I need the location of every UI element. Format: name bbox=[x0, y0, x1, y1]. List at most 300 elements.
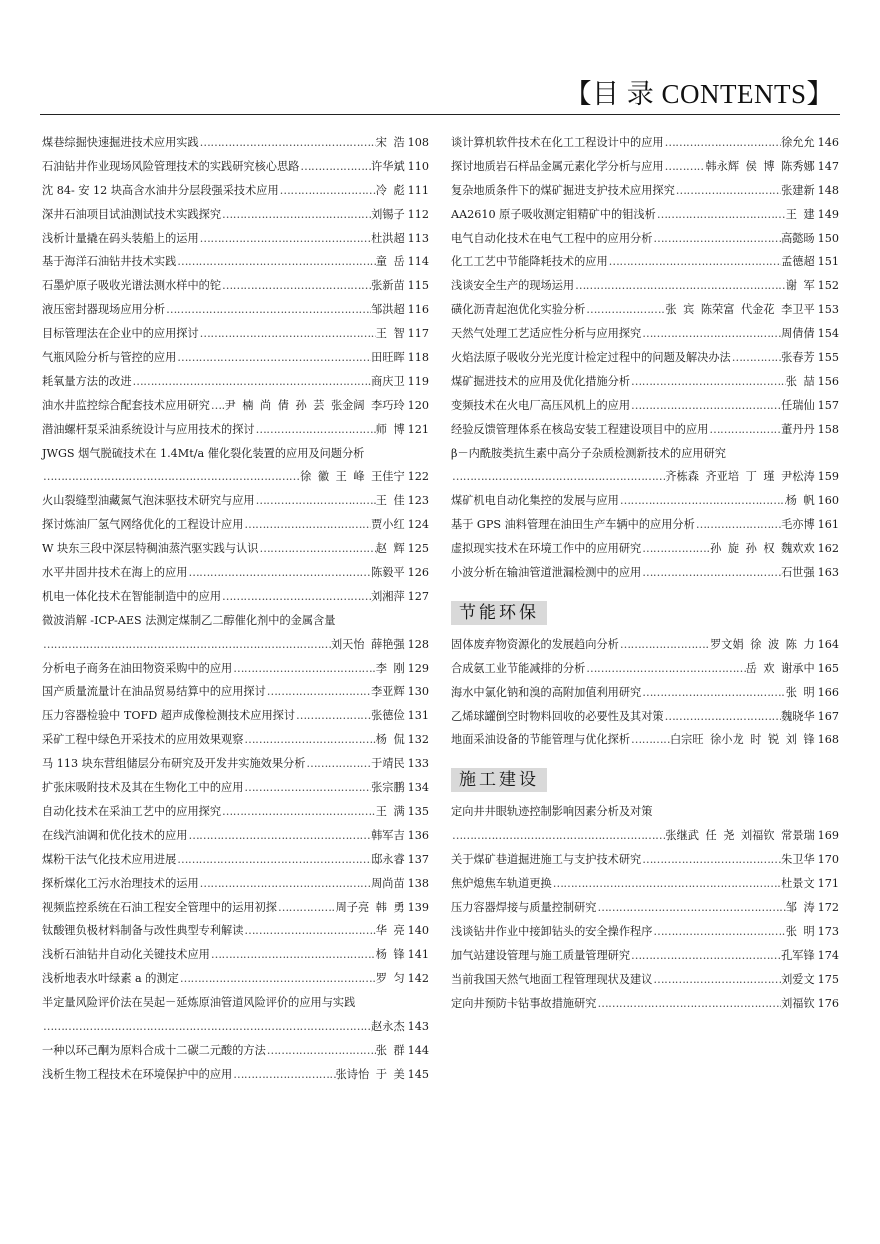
entry-title: 煤巷综掘快速掘进技术应用实践 bbox=[42, 136, 199, 149]
entry-page: 135 bbox=[407, 804, 429, 818]
entry-page: 143 bbox=[407, 1019, 429, 1033]
entry-page: 150 bbox=[817, 231, 839, 245]
entry-authors: 毛亦博 bbox=[781, 518, 815, 532]
entry-authors: 贾小红 bbox=[371, 518, 405, 532]
toc-entry[interactable] bbox=[42, 155, 429, 179]
entry-page: 129 bbox=[407, 661, 429, 675]
entry-authors: 田旺晖 bbox=[371, 351, 405, 365]
leader-dots bbox=[42, 633, 331, 657]
entry-title: 焦炉熄焦车轨道更换 bbox=[451, 877, 552, 891]
entry-title: 气瓶风险分析与管控的应用 bbox=[42, 351, 177, 365]
entry-page: 118 bbox=[407, 351, 429, 365]
entry-title: 一种以环己酮为原料合成十二碳二元酸的方法 bbox=[42, 1043, 266, 1057]
entry-title: AA2610 原子吸收测定钼精矿中的钼浅析 bbox=[451, 207, 656, 221]
leader-dots bbox=[221, 585, 371, 609]
entry-page: 128 bbox=[407, 637, 429, 651]
toc-entry[interactable] bbox=[42, 1063, 429, 1087]
entry-authors: 邹 涛 bbox=[785, 900, 815, 914]
leader-dots bbox=[279, 179, 376, 203]
toc-entry[interactable] bbox=[42, 394, 429, 418]
entry-page: 114 bbox=[407, 255, 429, 269]
toc-entry[interactable] bbox=[42, 537, 429, 561]
toc-entry[interactable] bbox=[42, 919, 429, 943]
leader-dots bbox=[305, 752, 371, 776]
leader-dots bbox=[221, 800, 376, 824]
leader-dots bbox=[641, 322, 781, 346]
toc-entry[interactable] bbox=[42, 704, 429, 728]
entry-page: 147 bbox=[817, 159, 839, 173]
entry-page: 140 bbox=[407, 924, 429, 938]
entry-authors: 张建新 bbox=[781, 183, 815, 197]
toc-entry[interactable] bbox=[451, 227, 839, 251]
leader-dots bbox=[42, 465, 300, 489]
entry-authors: 罗文娟 徐 波 陈 力 bbox=[710, 637, 815, 651]
leader-dots bbox=[199, 227, 371, 251]
leader-dots bbox=[630, 944, 781, 968]
entry-page: 137 bbox=[407, 852, 429, 866]
leader-dots bbox=[258, 537, 375, 561]
entry-title: 经验反馈管理体系在核岛安装工程建设项目中的应用 bbox=[451, 422, 709, 436]
entry-page: 173 bbox=[817, 924, 839, 938]
toc-entry[interactable] bbox=[42, 585, 429, 609]
toc-entry[interactable] bbox=[42, 824, 429, 848]
toc-entry[interactable] bbox=[451, 179, 839, 203]
entry-title: 浅析计量撬在码头装船上的运用 bbox=[42, 231, 199, 245]
entry-authors: 杨 侃 bbox=[375, 733, 405, 747]
entry-authors: 朱卫华 bbox=[781, 853, 815, 867]
entry-title: 谈计算机软件技术在化工工程设计中的应用 bbox=[451, 136, 664, 149]
entry-title: 海水中氯化钠和溴的高附加值利用研究 bbox=[451, 685, 642, 699]
entry-authors: 韩军吉 bbox=[371, 828, 405, 842]
entry-page: 158 bbox=[817, 422, 839, 436]
toc-entry[interactable] bbox=[451, 442, 839, 490]
entry-authors: 韩永辉 侯 博 陈秀娜 bbox=[705, 159, 815, 173]
leader-dots bbox=[266, 680, 371, 704]
toc-entry[interactable] bbox=[451, 681, 839, 705]
toc-entry[interactable] bbox=[42, 370, 429, 394]
entry-title: 视频监控系统在石油工程安全管理中的运用初探 bbox=[42, 900, 277, 914]
leader-dots bbox=[652, 227, 781, 251]
entry-authors: 尹 楠 尚 倩 孙 芸 张金阔 李巧玲 bbox=[224, 398, 405, 412]
leader-dots bbox=[574, 274, 786, 298]
toc-entry[interactable] bbox=[451, 155, 839, 179]
entry-title: 浅析地表水叶绿素 a 的测定 bbox=[42, 972, 179, 986]
entry-page: 167 bbox=[817, 709, 839, 723]
entry-page: 110 bbox=[407, 159, 429, 173]
entry-authors: 孙 旋 孙 权 魏欢欢 bbox=[710, 542, 815, 556]
entry-authors: 岳 欢 谢承中 bbox=[745, 661, 815, 675]
leader-dots bbox=[295, 704, 371, 728]
entry-authors: 石世强 bbox=[781, 566, 815, 580]
entry-authors: 刘湘萍 bbox=[371, 589, 405, 603]
entry-page: 132 bbox=[407, 733, 429, 747]
leader-dots bbox=[641, 537, 710, 561]
toc-entry[interactable] bbox=[42, 1039, 429, 1063]
entry-page: 153 bbox=[817, 303, 839, 317]
leader-dots bbox=[42, 1015, 371, 1039]
entry-page: 169 bbox=[817, 829, 839, 843]
entry-authors: 白宗旺 徐小龙 时 锐 刘 锋 bbox=[669, 733, 815, 747]
toc-entry[interactable] bbox=[42, 752, 429, 776]
entry-page: 162 bbox=[817, 542, 839, 556]
entry-authors: 张诗怡 于 美 bbox=[335, 1067, 405, 1081]
leader-dots bbox=[277, 896, 336, 920]
toc-entry[interactable] bbox=[451, 298, 839, 322]
entry-page: 112 bbox=[407, 207, 429, 221]
entry-authors: 周倩倩 bbox=[781, 327, 815, 341]
leader-dots bbox=[451, 465, 665, 489]
entry-authors: 邸永睿 bbox=[371, 852, 405, 866]
toc-entry[interactable] bbox=[42, 943, 429, 967]
entry-title: 石油钻井作业现场风险管理技术的实践研究核心思路 bbox=[42, 159, 300, 173]
entry-title: 钛酸锂负极材料制备与改性典型专利解读 bbox=[42, 924, 244, 938]
leader-dots bbox=[630, 728, 670, 752]
leader-dots bbox=[243, 919, 375, 943]
toc-entry[interactable] bbox=[42, 776, 429, 800]
toc-entry[interactable] bbox=[451, 370, 839, 394]
leader-dots bbox=[243, 513, 371, 537]
entry-authors: 刘天怡 薛艳强 bbox=[330, 637, 405, 651]
entry-title: 合成氨工业节能减排的分析 bbox=[451, 661, 586, 675]
leader-dots bbox=[232, 657, 376, 681]
toc-entry[interactable] bbox=[42, 991, 429, 1039]
toc-entry[interactable] bbox=[451, 944, 839, 968]
toc-entry[interactable] bbox=[42, 657, 429, 681]
entry-authors: 张新苗 bbox=[371, 279, 405, 293]
entry-authors: 刘爱文 bbox=[781, 972, 815, 986]
entry-authors: 李亚辉 bbox=[371, 685, 405, 699]
entry-authors: 杜景文 bbox=[781, 877, 815, 891]
entry-title: 深井石油项目试油测试技术实践探究 bbox=[42, 207, 222, 221]
entry-page: 161 bbox=[817, 518, 839, 532]
leader-dots bbox=[641, 561, 781, 585]
toc-entry[interactable] bbox=[42, 561, 429, 585]
entry-authors: 李 刚 bbox=[375, 661, 405, 675]
entry-page: 170 bbox=[817, 853, 839, 867]
leader-dots bbox=[199, 872, 371, 896]
entry-title: 定向井井眼轨迹控制影响因素分析及对策 bbox=[451, 805, 653, 819]
entry-authors: 张 喆 bbox=[785, 374, 815, 388]
toc-entry[interactable] bbox=[42, 250, 429, 274]
entry-authors: 周子亮 韩 勇 bbox=[335, 900, 405, 914]
toc-entry[interactable] bbox=[42, 346, 429, 370]
toc-entry[interactable] bbox=[451, 896, 839, 920]
leader-dots bbox=[656, 203, 786, 227]
toc-entry[interactable] bbox=[451, 250, 839, 274]
toc-entry[interactable] bbox=[42, 179, 429, 203]
entry-title: 浅谈钻井作业中接卸钻头的安全操作程序 bbox=[451, 924, 653, 938]
entry-page: 164 bbox=[817, 637, 839, 651]
entry-page: 125 bbox=[407, 542, 429, 556]
entry-title: 沈 84- 安 12 块高含水油井分层段强采技术应用 bbox=[42, 183, 279, 197]
toc-entry[interactable] bbox=[42, 728, 429, 752]
leader-dots bbox=[187, 561, 371, 585]
entry-authors: 邹洪超 bbox=[371, 303, 405, 317]
leader-dots bbox=[299, 155, 371, 179]
toc-entry[interactable] bbox=[42, 442, 429, 490]
leader-dots bbox=[619, 633, 710, 657]
section-heading bbox=[451, 585, 839, 633]
entry-title: 小波分析在输油管道泄漏检测中的应用 bbox=[451, 566, 642, 580]
entry-title: JWGS 烟气脱硫技术在 1.4Mt/a 催化裂化装置的应用及问题分析 bbox=[42, 446, 365, 460]
toc-entry[interactable] bbox=[42, 274, 429, 298]
leader-dots bbox=[255, 489, 376, 513]
toc-entry[interactable] bbox=[451, 848, 839, 872]
entry-authors: 许华斌 bbox=[371, 159, 405, 173]
entry-page: 159 bbox=[817, 470, 839, 484]
toc-entry[interactable] bbox=[42, 967, 429, 991]
entry-page: 156 bbox=[817, 374, 839, 388]
leader-dots bbox=[266, 1039, 376, 1063]
entry-title: 关于煤矿巷道掘进施工与支护技术研究 bbox=[451, 853, 642, 867]
entry-page: 126 bbox=[407, 566, 429, 580]
entry-authors: 张 宾 陈荣富 代金花 李卫平 bbox=[665, 303, 815, 317]
leader-dots bbox=[652, 968, 781, 992]
entry-authors: 杨 锋 bbox=[375, 948, 405, 962]
toc-entry[interactable] bbox=[42, 609, 429, 657]
entry-authors: 杜洪超 bbox=[371, 231, 405, 245]
entry-title: 当前我国天然气地面工程管理现状及建议 bbox=[451, 972, 653, 986]
entry-title: 水平井固井技术在海上的应用 bbox=[42, 566, 188, 580]
entry-page: 176 bbox=[817, 996, 839, 1010]
leader-dots bbox=[176, 250, 375, 274]
toc-entry[interactable] bbox=[451, 418, 839, 442]
entry-title: 基于 GPS 油料管理在油田生产车辆中的应用分析 bbox=[451, 518, 695, 532]
entry-authors: 魏晓华 bbox=[781, 709, 815, 723]
entry-page: 152 bbox=[817, 279, 839, 293]
entry-authors: 于靖民 bbox=[371, 757, 405, 771]
entry-title: 煤粉干法气化技术应用进展 bbox=[42, 852, 177, 866]
toc-entry[interactable] bbox=[42, 848, 429, 872]
toc-entry[interactable] bbox=[42, 800, 429, 824]
leader-dots bbox=[176, 848, 371, 872]
entry-title: β－内酰胺类抗生素中高分子杂质检测新技术的应用研究 bbox=[451, 446, 726, 460]
entry-title: 压力容器检验中 TOFD 超声成像检测技术应用探讨 bbox=[42, 709, 296, 723]
toc-entry[interactable] bbox=[451, 728, 839, 752]
entry-authors: 董丹丹 bbox=[781, 422, 815, 436]
toc-entry[interactable] bbox=[42, 418, 429, 442]
entry-authors: 任瑞仙 bbox=[781, 398, 815, 412]
toc-entry[interactable] bbox=[42, 489, 429, 513]
toc-entry[interactable] bbox=[451, 274, 839, 298]
leader-dots bbox=[585, 298, 665, 322]
toc-entry[interactable] bbox=[451, 203, 839, 227]
toc-entry[interactable] bbox=[42, 227, 429, 251]
entry-title: 浅析生物工程技术在环境保护中的应用 bbox=[42, 1067, 233, 1081]
entry-title: 自动化技术在采油工艺中的应用探究 bbox=[42, 804, 222, 818]
entry-page: 122 bbox=[407, 470, 429, 484]
entry-page: 134 bbox=[407, 781, 429, 795]
entry-title: 化工工艺中节能降耗技术的应用 bbox=[451, 255, 608, 269]
entry-page: 172 bbox=[817, 900, 839, 914]
entry-authors: 张 明 bbox=[785, 685, 815, 699]
toc-entry[interactable] bbox=[451, 800, 839, 848]
entry-page: 166 bbox=[817, 685, 839, 699]
entry-title: 马 113 块东营组储层分布研究及开发井实施效果分析 bbox=[42, 757, 306, 771]
entry-title: 基于海洋石油钻井技术实践 bbox=[42, 255, 177, 269]
entry-title: 压力容器焊接与质量控制研究 bbox=[451, 900, 597, 914]
entry-title: 目标管理法在企业中的应用探讨 bbox=[42, 327, 199, 341]
entry-page: 139 bbox=[407, 900, 429, 914]
entry-authors: 商庆卫 bbox=[371, 374, 405, 388]
entry-authors: 张 明 bbox=[785, 924, 815, 938]
leader-dots bbox=[664, 705, 781, 729]
entry-title: 石墨炉原子吸收光谱法测水样中的铊 bbox=[42, 279, 222, 293]
leader-dots bbox=[243, 776, 371, 800]
leader-dots bbox=[630, 370, 786, 394]
entry-authors: 徐 徽 王 峰 王佳宁 bbox=[300, 470, 405, 484]
entry-page: 155 bbox=[817, 351, 839, 365]
entry-title: 天然气处理工艺适应性分析与应用探究 bbox=[451, 327, 642, 341]
entry-title: 煤矿掘进技术的应用及优化措施分析 bbox=[451, 374, 631, 388]
entry-title: 火山裂缝型油藏氮气泡沫驱技术研究与应用 bbox=[42, 494, 255, 508]
toc-right-column bbox=[451, 131, 839, 1015]
entry-authors: 王 满 bbox=[375, 804, 405, 818]
entry-title: 地面采油设备的节能管理与优化探析 bbox=[451, 733, 631, 747]
toc-entry[interactable] bbox=[42, 513, 429, 537]
entry-title: 探讨炼油厂氢气网络优化的工程设计应用 bbox=[42, 518, 244, 532]
entry-title: 在线汽油调和优化技术的应用 bbox=[42, 828, 188, 842]
entry-title: 油水井监控综合配套技术应用研究 bbox=[42, 398, 210, 412]
entry-title: 乙烯球罐倒空时物料回收的必要性及其对策 bbox=[451, 709, 664, 723]
entry-authors: 王 佳 bbox=[375, 494, 405, 508]
toc-entry[interactable] bbox=[451, 537, 839, 561]
entry-title: 加气站建设管理与施工质量管理研究 bbox=[451, 948, 631, 962]
entry-page: 163 bbox=[817, 566, 839, 580]
entry-authors: 孟德超 bbox=[781, 255, 815, 269]
toc-entry[interactable] bbox=[451, 705, 839, 729]
entry-authors: 张春芳 bbox=[781, 351, 815, 365]
entry-page: 131 bbox=[407, 709, 429, 723]
leader-dots bbox=[585, 657, 745, 681]
toc-entry[interactable] bbox=[42, 896, 429, 920]
entry-authors: 宋 浩 bbox=[375, 136, 405, 149]
entry-title: 煤矿机电自动化集控的发展与应用 bbox=[451, 494, 619, 508]
entry-page: 117 bbox=[407, 327, 429, 341]
leader-dots bbox=[641, 848, 781, 872]
entry-page: 151 bbox=[817, 255, 839, 269]
toc-entry[interactable] bbox=[42, 872, 429, 896]
leader-dots bbox=[210, 943, 376, 967]
toc-entry[interactable] bbox=[42, 203, 429, 227]
leader-dots bbox=[619, 489, 786, 513]
toc-entry[interactable] bbox=[451, 489, 839, 513]
entry-page: 108 bbox=[407, 136, 429, 149]
entry-page: 133 bbox=[407, 757, 429, 771]
leader-dots bbox=[608, 250, 781, 274]
entry-authors: 陈毅平 bbox=[371, 566, 405, 580]
entry-title: 扩张床吸附技术及其在生物化工中的应用 bbox=[42, 781, 244, 795]
entry-authors: 王 智 bbox=[375, 327, 405, 341]
section-title: 节能环保 bbox=[451, 601, 547, 625]
leader-dots bbox=[210, 394, 225, 418]
entry-page: 121 bbox=[407, 422, 429, 436]
entry-page: 124 bbox=[407, 518, 429, 532]
entry-page: 119 bbox=[407, 374, 429, 388]
entry-title: 半定量风险评价法在吴起－延炼原油管道风险评价的应用与实践 bbox=[42, 996, 356, 1010]
toc-entry[interactable] bbox=[42, 131, 429, 155]
entry-page: 146 bbox=[817, 136, 839, 149]
entry-title: 固体废弃物资源化的发展趋向分析 bbox=[451, 637, 619, 651]
entry-title: 机电一体化技术在智能制造中的应用 bbox=[42, 589, 222, 603]
entry-page: 165 bbox=[817, 661, 839, 675]
toc-entry[interactable] bbox=[42, 298, 429, 322]
entry-title: 变频技术在火电厂高压风机上的应用 bbox=[451, 398, 631, 412]
entry-page: 115 bbox=[407, 279, 429, 293]
leader-dots bbox=[641, 681, 786, 705]
entry-title: 磺化沥青起泡优化实验分析 bbox=[451, 303, 586, 317]
leader-dots bbox=[132, 370, 372, 394]
entry-page: 157 bbox=[817, 398, 839, 412]
entry-authors: 赵永杰 bbox=[371, 1019, 405, 1033]
toc-entry[interactable] bbox=[451, 992, 839, 1016]
entry-authors: 张 群 bbox=[375, 1043, 405, 1057]
entry-page: 144 bbox=[407, 1043, 429, 1057]
entry-authors: 华 亮 bbox=[375, 924, 405, 938]
leader-dots bbox=[199, 131, 376, 155]
entry-page: 136 bbox=[407, 828, 429, 842]
entry-page: 130 bbox=[407, 685, 429, 699]
toc-entry[interactable] bbox=[451, 872, 839, 896]
contents-header bbox=[40, 70, 840, 115]
entry-page: 141 bbox=[407, 948, 429, 962]
entry-title: 虚拟现实技术在环境工作中的应用研究 bbox=[451, 542, 642, 556]
entry-authors: 杨 帆 bbox=[785, 494, 815, 508]
leader-dots bbox=[199, 322, 376, 346]
leader-dots bbox=[664, 155, 706, 179]
toc-entry[interactable] bbox=[451, 322, 839, 346]
entry-authors: 张德俭 bbox=[371, 709, 405, 723]
leader-dots bbox=[187, 824, 371, 848]
entry-title: 国产质量流量计在油品贸易结算中的应用探讨 bbox=[42, 685, 266, 699]
entry-authors: 孔军锋 bbox=[781, 948, 815, 962]
entry-title: 潜油螺杆泵采油系统设计与应用技术的探讨 bbox=[42, 422, 255, 436]
toc-entry[interactable] bbox=[451, 513, 839, 537]
entry-title: 采矿工程中绿色开采技术的应用效果观察 bbox=[42, 733, 244, 747]
toc-entry[interactable] bbox=[42, 322, 429, 346]
toc-entry[interactable] bbox=[451, 657, 839, 681]
leader-dots bbox=[652, 920, 785, 944]
entry-page: 142 bbox=[407, 972, 429, 986]
toc-entry[interactable] bbox=[42, 680, 429, 704]
leader-dots bbox=[176, 346, 371, 370]
toc-entry[interactable] bbox=[451, 346, 839, 370]
entry-title: W 块东三段中深层特稠油蒸汽驱实践与认识 bbox=[42, 542, 259, 556]
leader-dots bbox=[552, 872, 781, 896]
leader-dots bbox=[664, 131, 781, 155]
toc-entry[interactable] bbox=[451, 561, 839, 585]
leader-dots bbox=[243, 728, 375, 752]
entry-page: 148 bbox=[817, 183, 839, 197]
entry-page: 113 bbox=[407, 231, 429, 245]
toc-entry[interactable] bbox=[451, 633, 839, 657]
page-title: 【目 录 CONTENTS】 bbox=[564, 79, 834, 109]
entry-page: 123 bbox=[407, 494, 429, 508]
toc-entry[interactable] bbox=[451, 131, 839, 155]
leader-dots bbox=[695, 513, 781, 537]
leader-dots bbox=[179, 967, 376, 991]
entry-title: 微波消解 -ICP-AES 法测定煤制乙二醇催化剂中的金属含量 bbox=[42, 613, 336, 627]
entry-title: 浅谈安全生产的现场运用 bbox=[451, 279, 575, 293]
entry-page: 111 bbox=[407, 183, 429, 197]
entry-authors: 王 建 bbox=[785, 207, 815, 221]
toc-entry[interactable] bbox=[451, 968, 839, 992]
section-heading bbox=[451, 752, 839, 800]
toc-entry[interactable] bbox=[451, 394, 839, 418]
toc-entry[interactable] bbox=[451, 920, 839, 944]
leader-dots bbox=[221, 274, 371, 298]
entry-authors: 冷 彪 bbox=[375, 183, 405, 197]
